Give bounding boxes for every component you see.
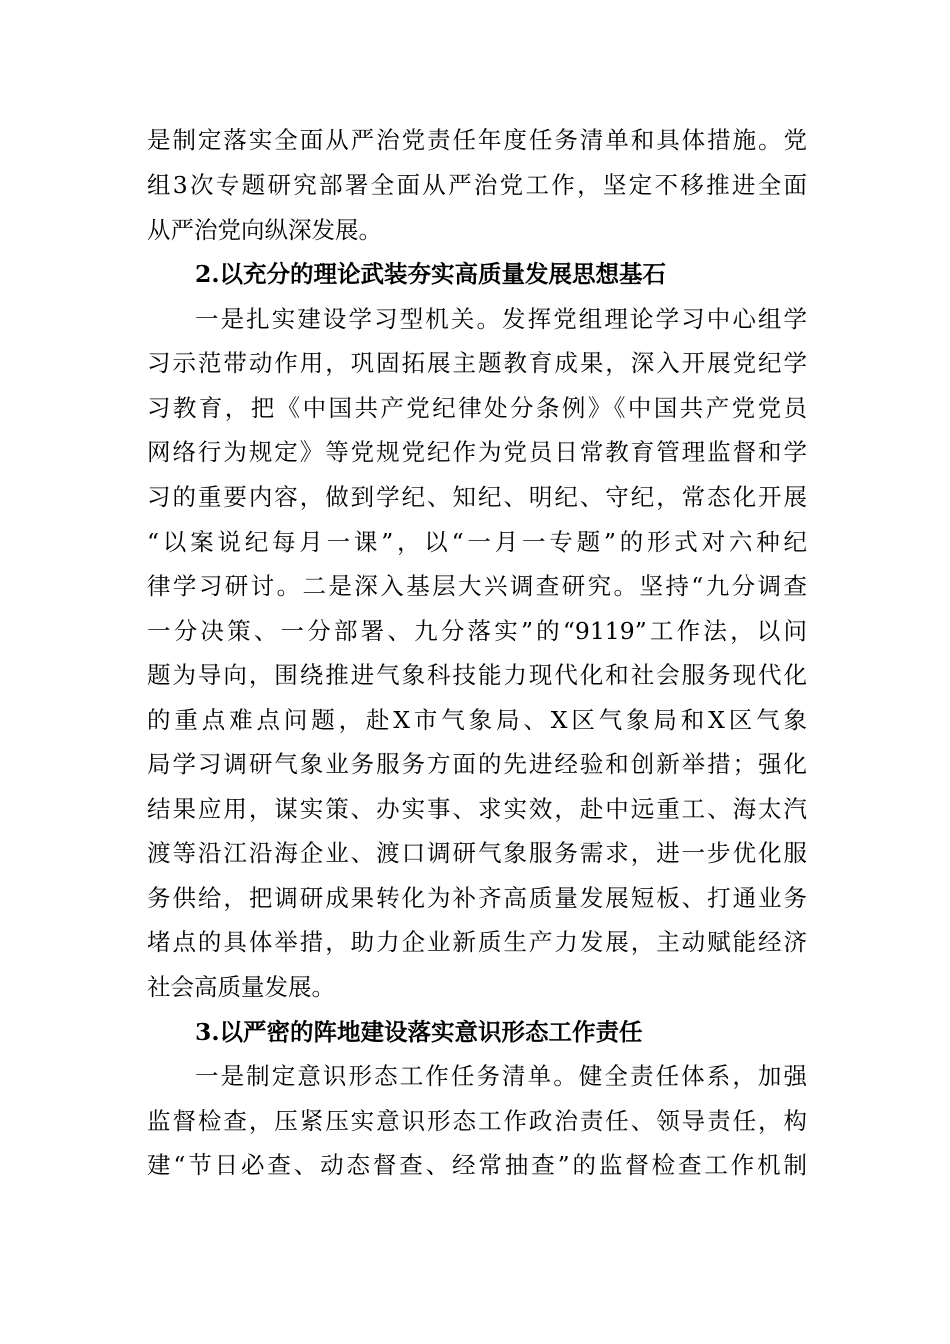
paragraph-line: 组3次专题研究部署全面从严治党工作，坚定不移推进全面 [147,171,807,199]
paragraph-line: 是制定落实全面从严治党责任年度任务清单和具体措施。党 [147,126,807,154]
paragraph-line: 社会高质量发展。 [147,973,335,1001]
paragraph-line: 渡等沿江沿海企业、渡口调研气象服务需求，进一步优化服 [147,839,807,867]
paragraph-line: “以案说纪每月一课”，以“一月一专题”的形式对六种纪 [147,528,807,556]
paragraph-line: 一分决策、一分部署、九分落实”的“9119”工作法，以问 [147,617,807,645]
section-heading-2: 2.以充分的理论武装夯实高质量发展思想基石 [195,260,667,288]
paragraph-line: 建“节日必查、动态督查、经常抽查”的监督检查工作机制 [147,1151,807,1179]
paragraph-line: 习的重要内容，做到学纪、知纪、明纪、守纪，常态化开展 [147,483,807,511]
paragraph-line: 的重点难点问题，赴X市气象局、X区气象局和X区气象 [147,706,807,734]
paragraph-line: 一是扎实建设学习型机关。发挥党组理论学习中心组学 [195,305,807,333]
paragraph-line: 习教育，把《中国共产党纪律处分条例》《中国共产党党员 [147,394,807,422]
paragraph-line: 结果应用，谋实策、办实事、求实效，赴中远重工、海太汽 [147,795,807,823]
paragraph-line: 律学习研讨。二是深入基层大兴调查研究。坚持“九分调查 [147,572,807,600]
paragraph-line: 务供给，把调研成果转化为补齐高质量发展短板、打通业务 [147,884,807,912]
paragraph-line: 堵点的具体举措，助力企业新质生产力发展，主动赋能经济 [147,928,807,956]
section-heading-3: 3.以严密的阵地建设落实意识形态工作责任 [195,1018,643,1046]
paragraph-line: 从严治党向纵深发展。 [147,216,382,244]
paragraph-line: 监督检查，压紧压实意识形态工作政治责任、领导责任，构 [147,1107,807,1135]
paragraph-line: 一是制定意识形态工作任务清单。健全责任体系，加强 [195,1062,807,1090]
paragraph-line: 题为导向，围绕推进气象科技能力现代化和社会服务现代化 [147,661,807,689]
paragraph-line: 网络行为规定》等党规党纪作为党员日常教育管理监督和学 [147,438,807,466]
paragraph-line: 局学习调研气象业务服务方面的先进经验和创新举措；强化 [147,750,807,778]
paragraph-line: 习示范带动作用，巩固拓展主题教育成果，深入开展党纪学 [147,349,807,377]
